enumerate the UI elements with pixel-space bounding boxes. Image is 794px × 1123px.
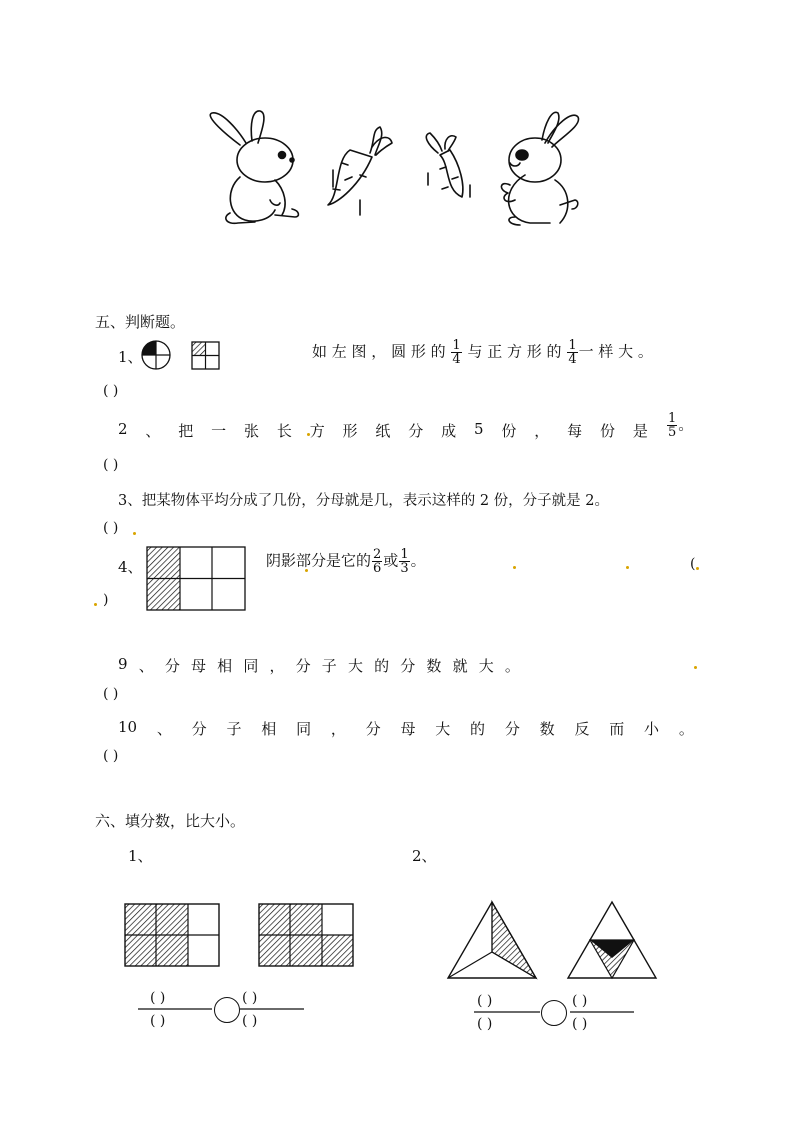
q2-answer-paren[interactable]: ( ): [103, 457, 119, 473]
s6-item1-label: 1、: [128, 847, 153, 865]
s6-1-left-num-blank[interactable]: ( ): [150, 990, 166, 1006]
fraction: $\frac{1}{4}$: [452, 338, 461, 367]
s6-triangle-left: [446, 900, 538, 980]
q3-statement: 3、把某物体平均分成了几份，分母就是几，表示这样的 2 份，分子就是 2。: [118, 493, 610, 509]
s6-2-right-num-blank[interactable]: ( ): [572, 993, 588, 1009]
s6-rect-right: [258, 903, 354, 967]
s6-triangle-right: [566, 900, 658, 980]
rabbits-carrots-illustration: [200, 105, 600, 235]
s6-item2-label: 2、: [412, 847, 437, 865]
q3-answer-paren[interactable]: ( ): [103, 520, 119, 536]
q9-answer-paren[interactable]: ( ): [103, 686, 119, 702]
right-carrot-icon: [426, 133, 470, 197]
q1-statement: 如 左 图 ， 圆 形 的 $\frac{1}{4}$ 与 正 方 形 的 $\frac{1}{4}$ 一 样 大 。: [312, 338, 653, 367]
fraction: $\frac{1}{5}$: [668, 411, 677, 440]
s6-1-compare-circle[interactable]: [214, 997, 240, 1023]
left-rabbit-icon: [210, 111, 298, 223]
q4-paren-close[interactable]: ): [103, 592, 109, 608]
q2-fraction-end: $\frac{1}{5}$ 。: [668, 411, 694, 440]
q1-circle-quarter-shaded: [141, 340, 171, 370]
q1-square-quarter-shaded: [191, 341, 220, 370]
q10-statement: 10 、 分 子 相 同 ， 分 母 大 的 分 数 反 而 小 。: [118, 718, 694, 738]
q4-paren-open[interactable]: (: [690, 556, 696, 572]
q1-answer-paren[interactable]: ( ): [103, 383, 119, 399]
right-rabbit-icon: [501, 112, 578, 225]
s6-1-left-den-blank[interactable]: ( ): [150, 1013, 166, 1029]
fraction: $\frac{1}{4}$: [568, 338, 577, 367]
fraction: $\frac{1}{3}$: [400, 547, 409, 576]
s6-rect-left: [124, 903, 220, 967]
section5-title: 五、判断题。: [95, 313, 186, 331]
section6-title: 六、填分数，比大小。: [95, 812, 246, 830]
fraction: $\frac{2}{6}$: [373, 547, 382, 576]
s6-2-right-den-blank[interactable]: ( ): [572, 1016, 588, 1032]
q4-statement: 阴影部分是它的 $\frac{2}{6}$ 或 $\frac{1}{3}$ 。: [266, 547, 426, 576]
s6-2-left-den-blank[interactable]: ( ): [477, 1016, 493, 1032]
q1-number: 1、: [118, 348, 143, 366]
s6-1-right-num-blank[interactable]: ( ): [242, 990, 258, 1006]
s6-2-compare-circle[interactable]: [541, 1000, 567, 1026]
s6-2-left-num-blank[interactable]: ( ): [477, 993, 493, 1009]
q2-statement: 2 、 把 一 张 长 方 形 纸 分 成 5 份 ， 每 份 是: [118, 420, 648, 440]
s6-1-right-den-blank[interactable]: ( ): [242, 1013, 258, 1029]
q9-statement: 9 、 分 母 相 同 ， 分 子 大 的 分 数 就 大 。: [118, 655, 520, 675]
q4-number: 4、: [118, 558, 143, 576]
q10-answer-paren[interactable]: ( ): [103, 748, 119, 764]
left-carrot-icon: [328, 127, 392, 215]
q4-grid-figure: [146, 546, 246, 611]
